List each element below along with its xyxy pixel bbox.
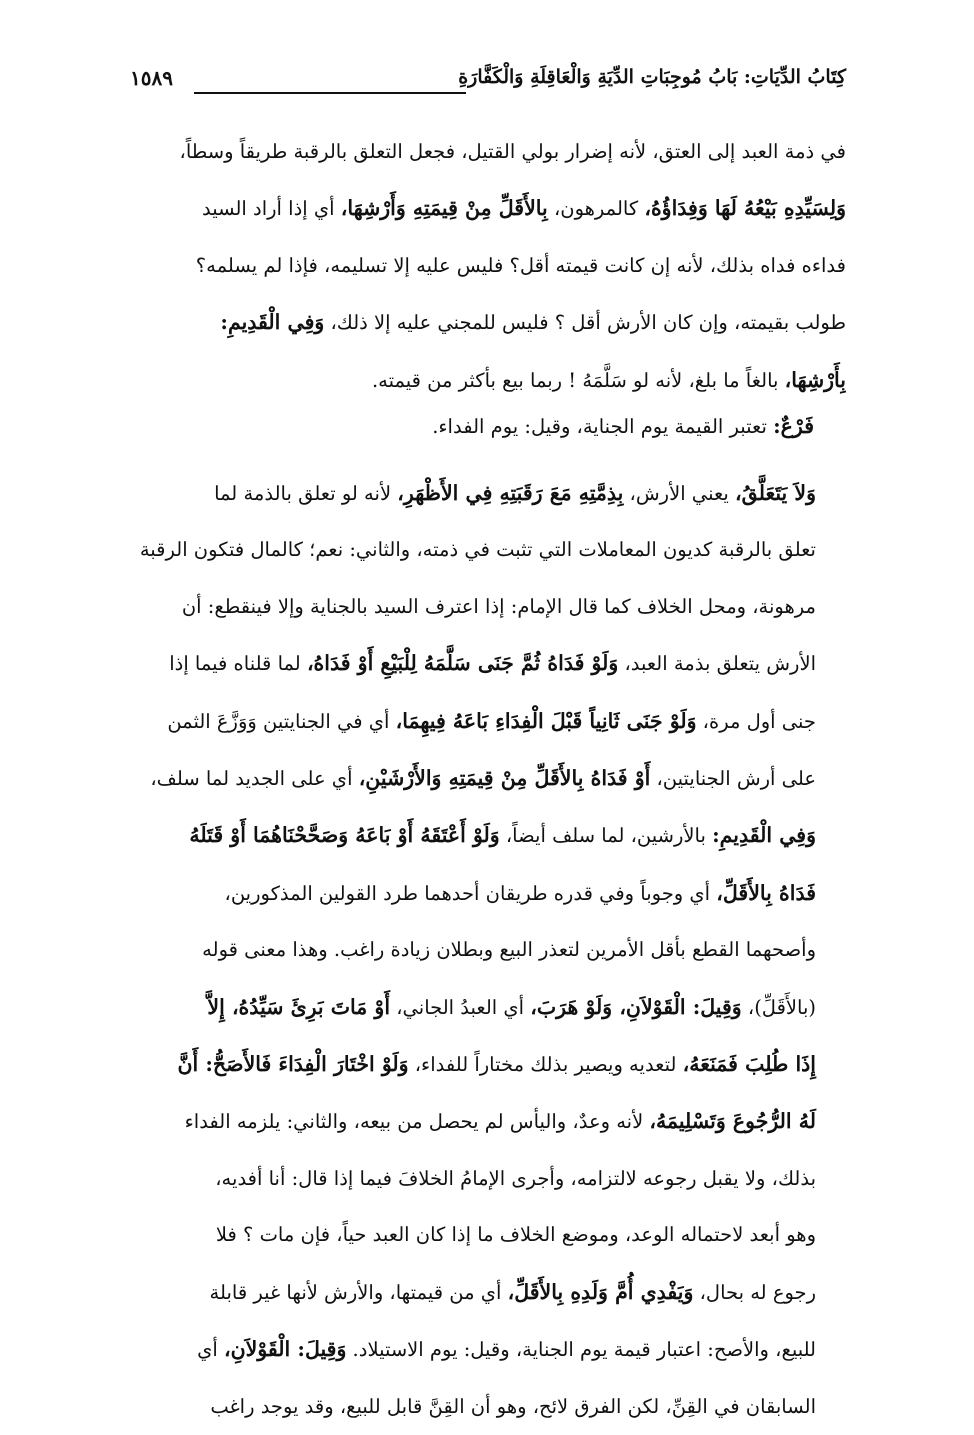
matn-text: وَلاَ يَتَعَلَّقُ،: [734, 481, 816, 505]
header-title: كِتَابُ الدِّيَاتِ: بَابُ مُوجِبَاتِ الدِّيَةِ وَالْعَاقِلَةِ وَالْكَفَّارَةِ: [458, 66, 846, 88]
matn-text: وَقِيلَ: الْقَوْلاَنِ، وَلَوْ هَرَبَ،: [530, 994, 742, 1019]
commentary-text: طولب بقيمته، وإن كان الأرش أقل ؟ فليس للمجني عليه إلا ذلك،: [324, 311, 846, 335]
commentary-text: على أرش الجنايتين،: [650, 767, 816, 791]
text-line: [130, 1207, 846, 1263]
matn-text: أَوْ فَدَاهُ بِالأَقَلِّ مِنْ قِيمَتِهِ وَالأَرْشَيْنِ،: [358, 766, 651, 791]
commentary-text: فداءه فداه بذلك، لأنه إن كانت قيمته أقل؟ فليس عليه إلا تسليمه، فإذا لم يسلمه؟: [195, 253, 846, 277]
running-header: [130, 62, 846, 102]
commentary-text: السابقان في القِنِّ، لكن الفرق لائح، وهو أن القِنَّ قابل للبيع، وقد يوجد راغب: [210, 1394, 816, 1418]
commentary-text: رجوع له بحال،: [693, 1280, 816, 1304]
commentary-text: الأرش يتعلق بذمة العبد،: [618, 652, 816, 676]
text-line: [130, 922, 846, 978]
matn-text: فَرْعٌ:: [773, 414, 814, 438]
commentary-text: للبيع، والأصح: اعتبار قيمة يوم الجناية، وقيل: يوم الاستيلاد.: [346, 1338, 816, 1362]
matn-text: لَهُ الرُّجُوعَ وَتَسْلِيمَهُ،: [649, 1109, 816, 1134]
commentary-text: مرهونة، ومحل الخلاف كما قال الإمام: إذا اعترف السيد بالجناية وإلا فينقطع: أن: [181, 594, 816, 618]
commentary-text: أي العبدُ الجاني،: [390, 995, 531, 1019]
text-line: [130, 750, 846, 807]
commentary-text: لأنه وعدٌ، واليأس لم يحصل من بيعه، والثاني: يلزمه الفداء: [184, 1110, 650, 1134]
commentary-text: أي إذا أراد السيد: [201, 197, 341, 221]
header-rule: [194, 92, 466, 94]
text-line: [130, 398, 814, 455]
text-line: [130, 238, 846, 294]
text-line: [130, 180, 846, 237]
commentary-text: بذلك، ولا يقبل رجوعه لالتزامه، وأجرى الإمامُ الخلافَ فيما إذا قال: أنا أفديه،: [215, 1166, 816, 1190]
commentary-text: وهو أبعد لاحتماله الوعد، وموضع الخلاف ما إذا كان العبد حياً، فإن مات ؟ فلا: [215, 1223, 816, 1247]
commentary-text: لتعديه ويصير بذلك مختاراً للفداء،: [408, 1053, 683, 1077]
matn-text: بِالأَقَلِّ مِنْ قِيمَتِهِ وَأَرْشِهَا،: [340, 196, 548, 221]
note-paragraph: [130, 398, 814, 455]
text-line: [130, 635, 846, 692]
text-line: [130, 807, 846, 864]
commentary-text: لأنه لو تعلق بالذمة لما: [214, 482, 398, 505]
page-number: ١٥٨٩: [130, 66, 173, 90]
commentary-text: تعلق بالرقبة كديون المعاملات التي تثبت في ذمته، والثاني: نعم؛ كالمال فتكون الرقبة: [139, 538, 816, 562]
matn-text: وَيَفْدِي أُمَّ وَلَدِهِ بِالأَقَلِّ،: [507, 1279, 694, 1304]
matn-text: وَلَوْ اخْتَارَ الْفِدَاءَ فَالأَصَحُّ: أَنَّ: [177, 1052, 409, 1077]
matn-text: وَفِي الْقَدِيمِ:: [220, 310, 325, 335]
matn-text: وَفِي الْقَدِيمِ:: [712, 823, 816, 848]
matn-text: بِذِمَّتِهِ مَعَ رَقَبَتِهِ فِي الأَظْهَرِ،: [397, 481, 624, 505]
commentary-text: في ذمة العبد إلى العتق، لأنه إضرار بولي القتيل، فجعل التعلق بالرقبة طريقاً وسطاً،: [179, 140, 846, 163]
commentary-text: أي على الجديد لما سلف،: [150, 767, 359, 791]
text-line: [130, 579, 846, 635]
text-line: [130, 1036, 846, 1093]
matn-text: بِأَرْشِهَا،: [784, 367, 846, 392]
commentary-text: بالأرشين، لما سلف أيضاً،: [499, 824, 713, 848]
text-line: [130, 693, 846, 750]
text-line: [130, 522, 846, 578]
matn-text: وَلَوْ أَعْتَقَهُ أَوْ بَاعَهُ وَصَحَّحْنَاهُمَا أَوْ قَتَلَهُ: [189, 823, 500, 848]
matn-text: وَلِسَيِّدِهِ بَيْعُهُ لَهَا وَفِدَاؤُهُ،: [644, 196, 846, 221]
commentary-text: (بالأَقَلِّ)،: [741, 995, 816, 1019]
text-line: [130, 1093, 846, 1150]
commentary-text: أي في الجنايتين وَوَزَّعَ الثمن: [167, 709, 396, 733]
matn-text: وَلَوْ جَنَى ثَانِياً قَبْلَ الْفِدَاءِ بَاعَهُ فِيهِمَا،: [395, 708, 697, 733]
text-line: [130, 1264, 846, 1321]
commentary-text: جنى أول مرة،: [696, 709, 816, 733]
matn-text: وَقِيلَ: الْقَوْلاَنِ،: [223, 1337, 347, 1362]
text-line: [130, 294, 846, 351]
commentary-text: يعني الأرش،: [623, 482, 735, 505]
matn-text: فَدَاهُ بِالأَقَلِّ،: [716, 880, 816, 905]
text-line: [130, 865, 846, 922]
commentary-text: لما قلناه فيما إذا: [169, 652, 307, 676]
commentary-text: وأصحهما القطع بأقل الأمرين لتعذر البيع وبطلان زيادة راغب. وهذا معنى قوله: [202, 938, 816, 962]
commentary-text: أي: [197, 1338, 224, 1362]
paragraph-2: [130, 465, 846, 1435]
text-line: [130, 1151, 846, 1207]
text-line: [130, 1321, 846, 1378]
commentary-text: كالمرهون،: [547, 197, 645, 221]
paragraph-1: [130, 124, 846, 409]
text-line: [130, 465, 846, 522]
text-line: [130, 979, 846, 1036]
commentary-text: أي وجوباً وفي قدره طريقان أحدهما طرد القولين المذكورين،: [224, 881, 717, 905]
text-line: [130, 124, 846, 180]
matn-text: وَلَوْ فَدَاهُ ثُمَّ جَنَى سَلَّمَهُ لِلْبَيْعِ أَوْ فَدَاهُ،: [306, 651, 619, 676]
commentary-text: بالغاً ما بلغ، لأنه لو سَلَّمَهُ ! ربما بيع بأكثر من قيمته.: [371, 368, 785, 392]
commentary-text: تعتبر القيمة يوم الجناية، وقيل: يوم الفداء.: [432, 415, 774, 438]
commentary-text: أي من قيمتها، والأرش لأنها غير قابلة: [209, 1280, 508, 1304]
text-line: [130, 1379, 846, 1435]
matn-text: أَوْ مَاتَ بَرِئَ سَيِّدُهُ، إِلاَّ: [207, 994, 391, 1019]
matn-text: إِذَا طُلِبَ فَمَنَعَهُ،: [682, 1052, 816, 1077]
